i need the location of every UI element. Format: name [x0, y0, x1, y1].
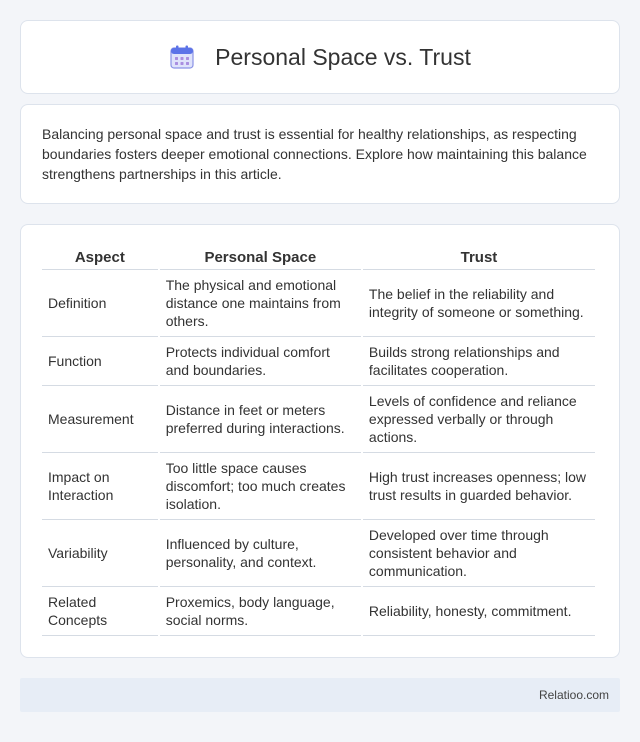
table-row — [42, 520, 595, 587]
cell-personal-space: Distance in feet or meters preferred during interactions. — [160, 386, 361, 453]
title-card — [20, 20, 620, 94]
table-row — [42, 337, 595, 386]
footer-brand: Relatioo.com — [538, 688, 609, 702]
cell-aspect: Impact on Interaction — [42, 453, 158, 520]
table-row — [42, 587, 595, 636]
cell-trust: Reliability, honesty, commitment. — [363, 587, 595, 636]
cell-personal-space: The physical and emotional distance one maintains from others. — [160, 270, 361, 337]
table-row — [42, 386, 595, 453]
cell-aspect: Variability — [42, 520, 158, 587]
cell-aspect: Function — [42, 337, 158, 386]
table-row — [42, 453, 595, 520]
cell-trust: The belief in the reliability and integrity of someone or something. — [363, 270, 595, 337]
cell-aspect: Definition — [42, 270, 158, 337]
cell-aspect: Measurement — [42, 386, 158, 453]
table-header-row — [42, 246, 595, 270]
cell-personal-space: Proxemics, body language, social norms. — [160, 587, 361, 636]
comparison-card — [20, 224, 620, 658]
header-trust: Trust — [363, 246, 595, 270]
footer — [20, 678, 620, 712]
cell-trust: Developed over time through consistent behavior and communication. — [363, 520, 595, 587]
cell-personal-space: Too little space causes discomfort; too much creates isolation. — [160, 453, 361, 520]
cell-trust: High trust increases openness; low trust results in guarded behavior. — [363, 453, 595, 520]
header-aspect: Aspect — [42, 246, 158, 270]
cell-personal-space: Influenced by culture, personality, and context. — [160, 520, 361, 587]
header-personal-space: Personal Space — [160, 246, 361, 270]
table-row — [42, 270, 595, 337]
cell-trust: Levels of confidence and reliance expressed verbally or through actions. — [363, 386, 595, 453]
calendar-icon — [169, 44, 195, 70]
intro-card — [20, 104, 620, 204]
comparison-table — [40, 246, 597, 636]
intro-text: Balancing personal space and trust is essential for healthy relationships, as respecting boundaries fosters deeper emotional connections. Explore how maintaining this balance strengthens partnerships in this article. — [42, 126, 587, 182]
page-title: Personal Space vs. Trust — [215, 43, 471, 70]
cell-personal-space: Protects individual comfort and boundaries. — [160, 337, 361, 386]
cell-aspect: Related Concepts — [42, 587, 158, 636]
cell-trust: Builds strong relationships and facilitates cooperation. — [363, 337, 595, 386]
